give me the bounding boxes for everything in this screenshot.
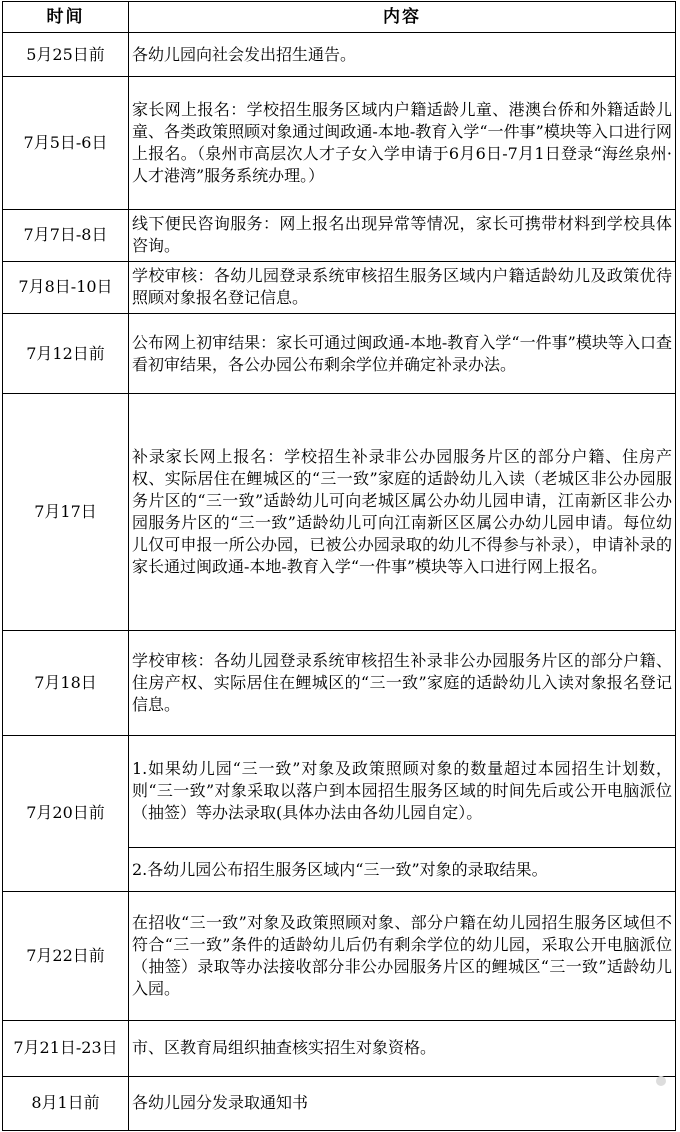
table-row: [3, 631, 676, 735]
row-content: 2.各幼儿园公布招生服务区域内“三一致”对象的录取结果。: [129, 847, 676, 891]
table-row: [3, 314, 676, 394]
table-row: [3, 77, 676, 209]
row-time: 7月17日: [3, 394, 129, 631]
header-row: [3, 2, 676, 33]
table-row: [3, 261, 676, 313]
row-time: 7月12日前: [3, 314, 129, 394]
table-row: [3, 33, 676, 77]
row-content: 在招收“三一致”对象及政策照顾对象、部分户籍在幼儿园招生服务区域但不符合“三一致”条件的适龄幼儿后仍有剩余学位的幼儿园，采取公开电脑派位（抽签）录取等办法接收部分非公办园服务片区的鲤城区“三一致”适龄幼儿入园。: [129, 892, 676, 1020]
table-row: [3, 735, 676, 847]
row-time: 5月25日前: [3, 33, 129, 77]
row-content: 公布网上初审结果：家长可通过闽政通-本地-教育入学“一件事”模块等入口查看初审结果，各公办园公布剩余学位并确定补录办法。: [129, 314, 676, 394]
row-time: 7月20日前: [3, 735, 129, 892]
row-content: 1.如果幼儿园“三一致”对象及政策照顾对象的数量超过本园招生计划数，则“三一致”对象采取以落户到本园招生服务区域的时间先后或公开电脑派位（抽签）等办法录取(具体办法由各幼儿园自定）。: [129, 735, 676, 847]
page-marker-dot: [656, 1076, 666, 1086]
row-content: 补录家长网上报名：学校招生补录非公办园服务片区的部分户籍、住房产权、实际居住在鲤城区的“三一致”家庭的适龄幼儿入读（老城区非公办园服务片区的“三一致”适龄幼儿可向老城区属公办幼儿园申请，江南新区非公办园服务片区的“三一致”适龄幼儿可向江南新区区属公办幼儿园申请。每位幼儿仅可申报一所公办园，已被公办园录取的幼儿不得参与补录），申请补录的家长通过闽政通-本地-教育入学“一件事”模块等入口进行网上报名。: [129, 394, 676, 631]
table-row: [3, 394, 676, 631]
row-time: 7月21日-23日: [3, 1020, 129, 1076]
row-content: 家长网上报名：学校招生服务区域内户籍适龄儿童、港澳台侨和外籍适龄儿童、各类政策照顾对象通过闽政通-本地-教育入学“一件事”模块等入口进行网上报名。（泉州市高层次人才子女入学申请于6月6日-7月1日登录“海丝泉州·人才港湾”服务系统办理。）: [129, 77, 676, 209]
row-content: 学校审核：各幼儿园登录系统审核招生服务区域内户籍适龄幼儿及政策优待照顾对象报名登记信息。: [129, 261, 676, 313]
row-time: 7月5日-6日: [3, 77, 129, 209]
header-time: 时间: [3, 2, 129, 33]
row-content: 各幼儿园分发录取通知书: [129, 1076, 676, 1130]
row-time: 7月18日: [3, 631, 129, 735]
row-time: 8月1日前: [3, 1076, 129, 1130]
row-content: 市、区教育局组织抽查核实招生对象资格。: [129, 1020, 676, 1076]
table-row: [3, 209, 676, 261]
row-time: 7月7日-8日: [3, 209, 129, 261]
table-row: [3, 1076, 676, 1130]
row-content: 各幼儿园向社会发出招生通告。: [129, 33, 676, 77]
row-content: 线下便民咨询服务：网上报名出现异常等情况，家长可携带材料到学校具体咨询。: [129, 209, 676, 261]
row-content: 学校审核：各幼儿园登录系统审核招生补录非公办园服务片区的部分户籍、住房产权、实际居住在鲤城区的“三一致”家庭的适龄幼儿入读对象报名登记信息。: [129, 631, 676, 735]
table-row: [3, 1020, 676, 1076]
row-time: 7月22日前: [3, 892, 129, 1020]
header-content: 内容: [129, 2, 676, 33]
row-time: 7月8日-10日: [3, 261, 129, 313]
table-row: [3, 892, 676, 1020]
enrollment-schedule-table: [2, 1, 676, 1131]
